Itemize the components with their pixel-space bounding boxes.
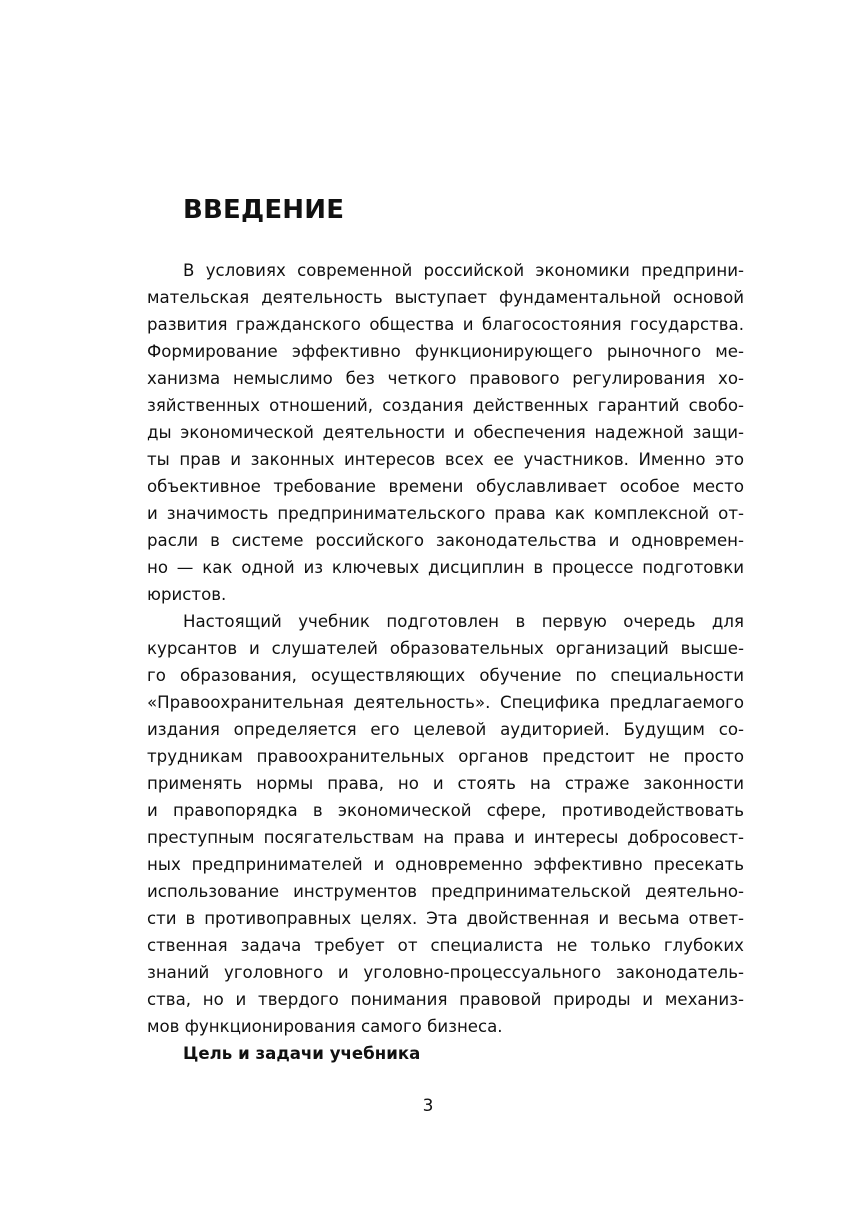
text-line: издания определяется его целевой аудиторией. Будущим со-	[147, 720, 744, 739]
text-line: ханизма немыслимо без четкого правового регулирования хо-	[147, 369, 744, 388]
text-line: использование инструментов предпринимательской деятельно-	[147, 882, 744, 901]
section-subheading: Цель и задачи учебника	[183, 1044, 421, 1063]
text-line: ства, но и твердого понимания правовой природы и механиз-	[147, 990, 744, 1009]
text-line: знаний уголовного и уголовно-процессуального законодатель-	[147, 963, 744, 982]
text-line: го образования, осуществляющих обучение по специальности	[147, 666, 744, 685]
text-line: и правопорядка в экономической сфере, противодействовать	[147, 801, 744, 820]
text-line: но — как одной из ключевых дисциплин в процессе подготовки	[147, 558, 744, 577]
text-line: «Правоохранительная деятельность». Специфика предлагаемого	[147, 693, 744, 712]
text-line: ных предпринимателей и одновременно эффективно пресекать	[147, 855, 744, 874]
text-line: преступным посягательствам на права и интересы добросовест-	[147, 828, 744, 847]
body-text	[147, 257, 744, 1067]
text-line: объективное требование времени обуславливает особое место	[147, 477, 744, 496]
text-line: ты прав и законных интересов всех ее участников. Именно это	[147, 450, 744, 469]
paragraph-1	[147, 257, 744, 608]
text-line: развития гражданского общества и благосостояния государства.	[147, 315, 744, 334]
page-number: 3	[422, 1096, 434, 1116]
text-line: трудникам правоохранительных органов предстоит не просто	[147, 747, 744, 766]
text-line: ственная задача требует от специалиста не только глубоких	[147, 936, 744, 955]
text-line: сти в противоправных целях. Эта двойственная и весьма ответ-	[147, 909, 744, 928]
text-line: курсантов и слушателей образовательных организаций высше-	[147, 639, 744, 658]
chapter-heading: ВВЕДЕНИЕ	[183, 195, 345, 225]
text-line: зяйственных отношений, создания действенных гарантий свобо-	[147, 396, 744, 415]
text-line: применять нормы права, но и стоять на страже законности	[147, 774, 744, 793]
text-line: мов функционирования самого бизнеса.	[147, 1017, 503, 1036]
text-line: расли в системе российского законодательства и одновремен-	[147, 531, 744, 550]
text-line: ды экономической деятельности и обеспечения надежной защи-	[147, 423, 744, 442]
text-line: мательская деятельность выступает фундаментальной основой	[147, 288, 744, 307]
text-line: Формирование эффективно функционирующего рыночного ме-	[147, 342, 744, 361]
text-line: и значимость предпринимательского права как комплексной от-	[147, 504, 744, 523]
paragraph-2	[147, 608, 744, 1040]
text-line: юристов.	[147, 585, 227, 604]
text-line: В условиях современной российской экономики предприни-	[183, 261, 744, 280]
text-line: Настоящий учебник подготовлен в первую очередь для	[183, 612, 744, 631]
